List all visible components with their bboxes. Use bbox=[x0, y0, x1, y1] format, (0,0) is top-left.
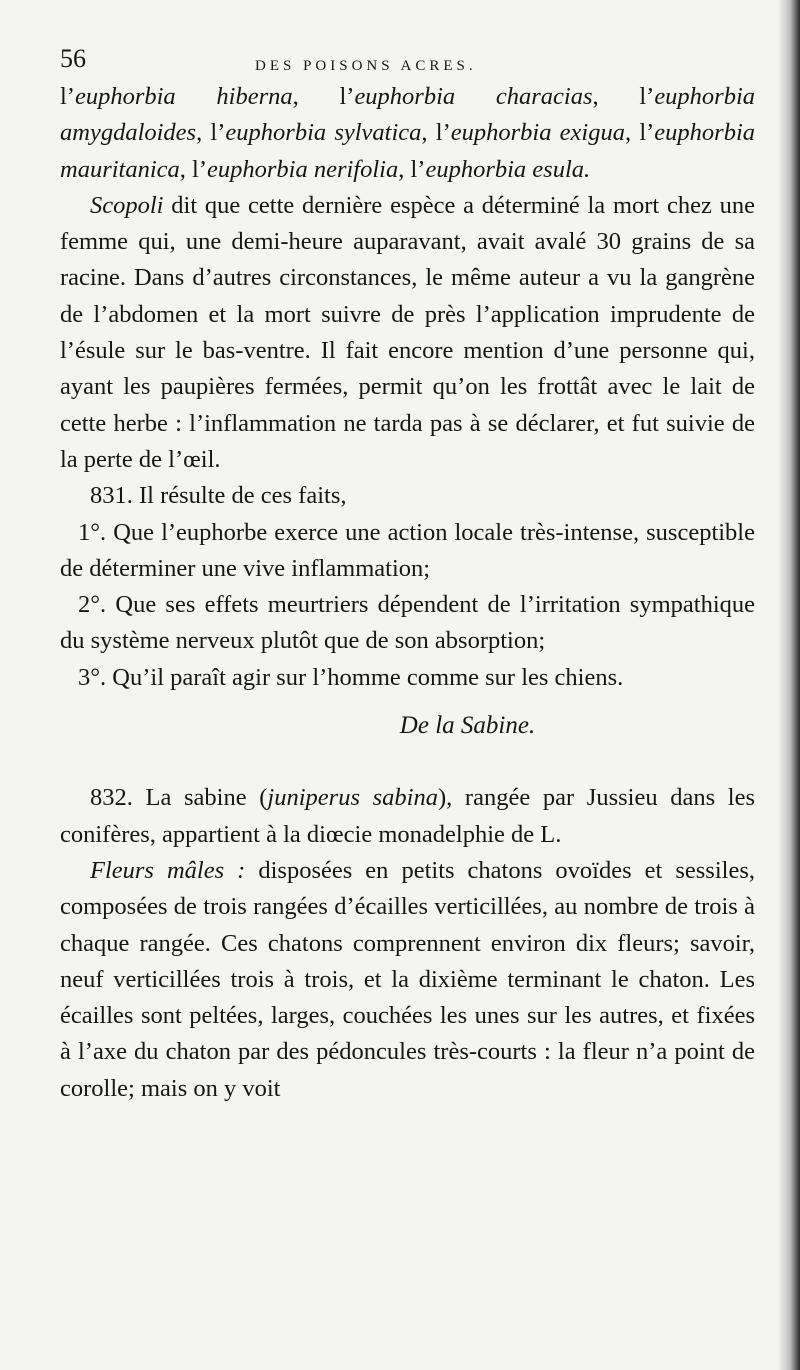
paragraph-euphorbia-list bbox=[60, 79, 755, 188]
paragraph-text: disposées en petits chatons ovoïdes et sessiles, composées de trois rangées d’écailles verticillées, au nombre de trois à chaque rangée. Ces chatons comprennent environ dix fleurs; savoir, neuf verticillées trois à trois, et la dixième terminant le chaton. Les écailles sont peltées, larges, couchées les unes sur les autres, et fixées à l’axe du chaton par des pédoncules très-courts : la fleur n’a point de corolle; mais on y voit bbox=[60, 856, 755, 1102]
species-name: euphorbia esula. bbox=[425, 155, 591, 183]
text-fragment: , l’ bbox=[398, 155, 426, 183]
text-fragment: , l’ bbox=[179, 155, 207, 183]
page-edge-shadow bbox=[778, 0, 800, 1370]
species-name: euphorbia exigua bbox=[450, 119, 625, 147]
species-name: juniperus sabina bbox=[267, 784, 438, 812]
text-fragment: , l’ bbox=[196, 119, 226, 147]
paragraph-text: dit que cette dernière espèce a déterminé la mort chez une femme qui, une demi-heure auparavant, avait avalé 30 grains de sa racine. Dans d’autres circonstances, le même auteur a vu la gangrène de l’abdomen et la mort suivre de près l’application imprudente de l’ésule sur le bas-ventre. Il fait encore mention d’une personne qui, ayant les paupières fermées, permit qu’on les frottât avec le lait de cette herbe : l’inflammation ne tarda pas à se déclarer, et fut suivie de la perte de l’œil. bbox=[60, 191, 755, 473]
text-fragment: 832. La sabine ( bbox=[90, 784, 268, 812]
species-name: euphorbia characias bbox=[354, 83, 593, 110]
conclusion-item-2: 2°. Que ses effets meurtriers dépendent de l’irritation sympathique du système nerveux plutôt que de son absorption; bbox=[60, 591, 755, 655]
running-head: DES POISONS ACRES. bbox=[255, 58, 477, 74]
page-number: 56 bbox=[60, 44, 86, 73]
conclusion-item-3: 3°. Qu’il paraît agir sur l’homme comme sur les chiens. bbox=[78, 663, 624, 691]
subsection-label: Fleurs mâles : bbox=[90, 856, 246, 884]
text-fragment: , l’ bbox=[624, 119, 655, 147]
species-name: euphorbia sylvatica bbox=[225, 119, 422, 147]
paragraph-male-flowers bbox=[60, 853, 755, 1107]
author-name: Scopoli bbox=[90, 191, 164, 219]
text-fragment: , l’ bbox=[292, 83, 355, 110]
conclusion-item-1: 1°. Que l’euphorbe exerce une action locale très-intense, susceptible de déterminer une vive inflammation; bbox=[60, 518, 755, 582]
paragraph-scopoli bbox=[60, 188, 755, 478]
page-header bbox=[60, 44, 760, 84]
text-fragment: ), rangée par Jussieu dans les conifères, appartient à la diœcie monadelphie de L. bbox=[60, 784, 755, 848]
species-name: euphorbia nerifolia bbox=[207, 155, 399, 183]
text-fragment: , l’ bbox=[421, 119, 451, 147]
paragraph-832 bbox=[60, 780, 755, 853]
page-body bbox=[60, 79, 755, 1107]
section-title: De la Sabine. bbox=[399, 712, 536, 740]
text-fragment: , l’ bbox=[592, 83, 655, 110]
species-name: euphorbia hiberna bbox=[74, 83, 293, 110]
species-name: euphorbia mauritanica bbox=[60, 119, 756, 183]
paragraph-831: 831. Il résulte de ces faits, bbox=[90, 482, 347, 510]
species-name: euphorbia amygdaloides bbox=[60, 83, 756, 147]
text-fragment: l’ bbox=[60, 83, 75, 110]
